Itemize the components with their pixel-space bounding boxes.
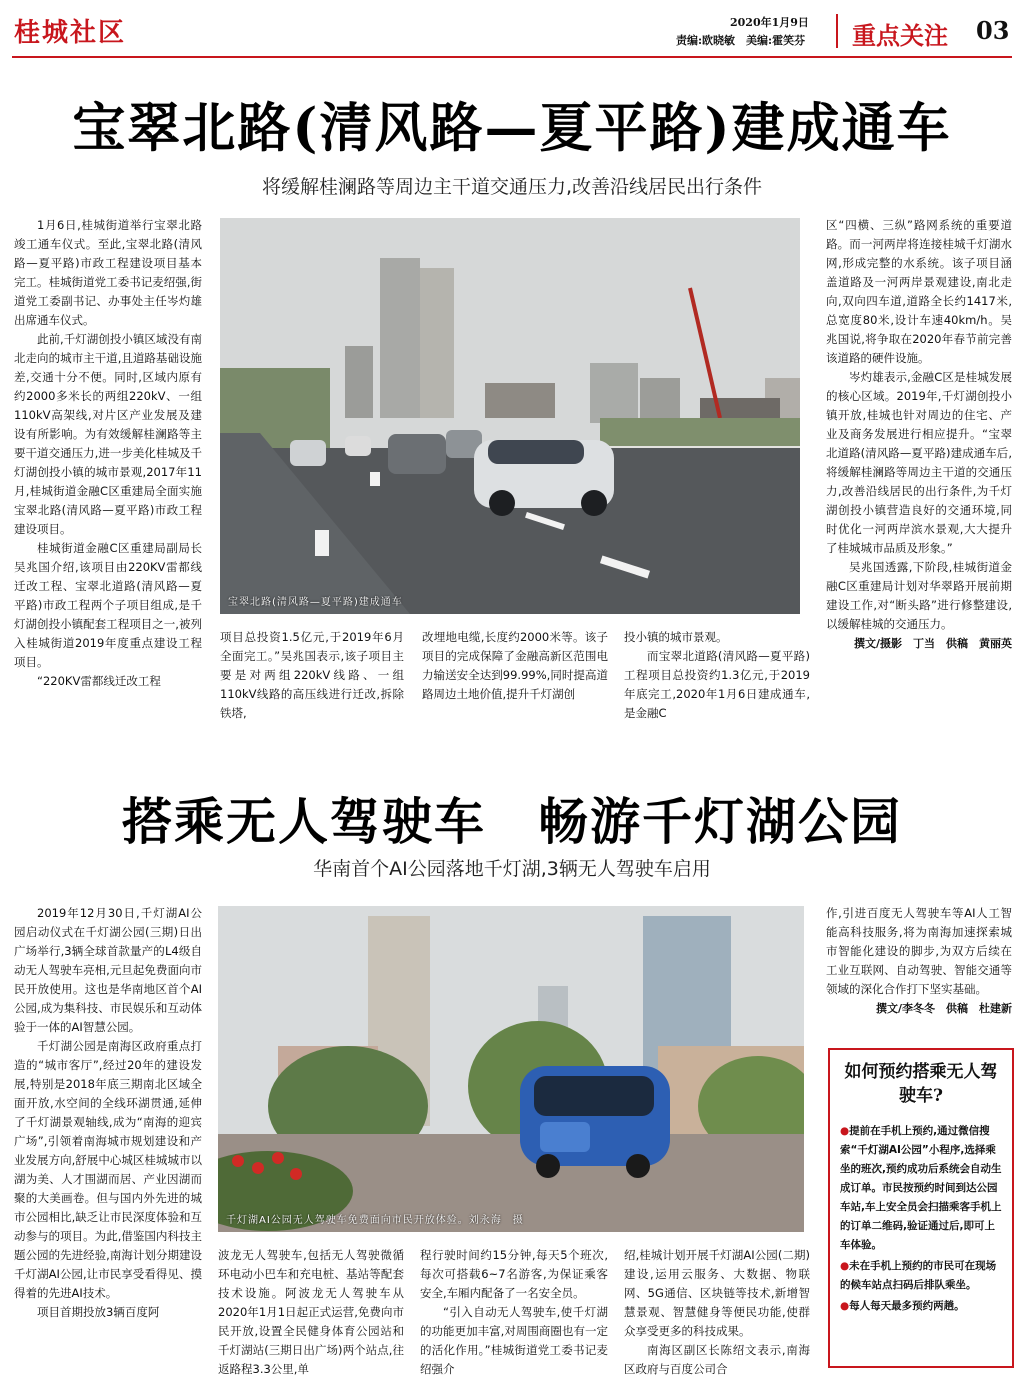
booking-info-box [828, 1048, 1014, 1368]
article1-subhead: 将缓解桂澜路等周边主干道交通压力,改善沿线居民出行条件 [261, 176, 763, 198]
article1-byline: 撰文/摄影 丁当 供稿 黄丽英 [853, 637, 1012, 650]
paragraph: 区“四横、三纵”路网系统的重要道路。而一河两岸将连接桂城千灯湖水网,形成完整的水系统。该子项目涵盖道路及一河两岸景观建设,南北走向,双向四车道,道路全长约1417米,总宽度80米,设计车速40km/h。吴兆国说,将争取在2020年春节前完善该道路的硬件设施。 [826, 218, 1012, 365]
paragraph: 投小镇的城市景观。 [624, 630, 728, 644]
paragraph: “引入自动无人驾驶车,使千灯湖的功能更加丰富,对周围商圈也有一定的活化作用。”桂城街道党工委书记麦绍强介 [420, 1305, 608, 1376]
editors-credit: 责编:欧晓敏 美编:霍笑芬 [676, 34, 806, 47]
booking-tip-text: 提前在手机上预约,通过微信搜索“千灯湖AI公园”小程序,选择乘坐的班次,预约成功后系统会自动生成订单。市民按预约时间到达公园车站,车上安全员会扫描乘客手机上的订单二维码,验证通过后,即可上车体验。 [840, 1125, 1002, 1251]
article1-photo [220, 218, 800, 614]
article1-headline: 宝翠北路(清风路—夏平路)建成通车 [72, 97, 952, 159]
masthead [0, 0, 1024, 60]
article2-column-2 [218, 1246, 404, 1379]
paragraph: 改埋地电缆,长度约2000米等。该子项目的完成保障了金融高新区范围电力输送安全达到99.99%,同时提高道路周边土地价值,提升千灯湖创 [422, 630, 608, 701]
article1-column-5 [826, 216, 1012, 716]
article2-photo [218, 906, 804, 1232]
paragraph: 千灯湖公园是南海区政府重点打造的“城市客厅”,经过20年的建设发展,特别是2018年底三期南北区域全面开放,水空间的全线环湖贯通,延伸了千灯湖景观轴线,成为“南海的迎宾广场”,引领着南海城市规划建设和产业发展方向,舒展中心城区桂城城市以湖为美、人才围湖而居、产业因湖而聚的大美画卷。但与国内外先进的城市公园相比,缺乏让市民深度体验和互动参与的项目。为此,借鉴国内科技主题公园的先进经验,南海计划分期建设千灯湖AI公园,让市民享受看得见、摸得着的先进AI技术。 [14, 1039, 202, 1300]
article1-photo-caption: 宝翠北路(清风路—夏平路)建成通车 [228, 597, 403, 608]
booking-tip [840, 1122, 1002, 1255]
paragraph: 1月6日,桂城街道举行宝翠北路竣工通车仪式。至此,宝翠北路(清风路—夏平路)市政工程建设项目基本完工。桂城街道党工委书记麦绍强,街道党工委副书记、办事处主任岑灼雄出席通车仪式。 [14, 218, 202, 327]
paragraph: “220KV雷都线迁改工程 [37, 674, 161, 688]
bullet-icon: ● [840, 1260, 850, 1272]
article2-headline: 搭乘无人驾驶车 畅游千灯湖公园 [122, 792, 902, 851]
paragraph: 此前,千灯湖创投小镇区域没有南北走向的城市主干道,且道路基础设施差,交通十分不便。同时,区域内原有约2000多米长的两组220kV、一组110kV高架线,对片区产业发展及建设有所影响。为有效缓解桂澜路等主要干道交通压力,进一步美化桂城及千灯湖创投小镇的城市景观,2017年11月,桂城街道金融C区重建局全面实施宝翠北路(清风路—夏平路)市政工程建设项目。 [14, 332, 202, 536]
paragraph: 项目总投资1.5亿元,于2019年6月全面完工。”吴兆国表示,该子项目主要是对两组220kV线路、一组110kV线路的高压线进行迁改,拆除铁塔, [220, 630, 404, 720]
booking-tip [840, 1257, 1002, 1295]
booking-info-title: 如何预约搭乘无人驾驶车? [844, 1062, 998, 1106]
road-photo-image [220, 218, 800, 614]
paragraph: 吴兆国透露,下阶段,桂城街道金融C区重建局计划对华翠路开展前期建设工作,对“断头路”进行修整建设,以缓解桂城的交通压力。 [826, 560, 1012, 631]
article2-subhead: 华南首个AI公园落地千灯湖,3辆无人驾驶车启用 [313, 858, 711, 880]
article2-column-3 [420, 1246, 608, 1379]
masthead-rule [12, 56, 1012, 58]
ai-park-photo-image [218, 906, 804, 1232]
paragraph: 南海区副区长陈绍文表示,南海区政府与百度公司合 [624, 1343, 810, 1376]
page-number: 03 [976, 16, 1010, 45]
bullet-icon: ● [840, 1300, 850, 1312]
section-name: 桂城社区 [14, 18, 127, 48]
paragraph: 作,引进百度无人驾驶车等AI人工智能高科技服务,将为南海加速探索城市智能化建设的脚步,为双方后续在工业互联网、自动驾驶、智能交通等领域的深化合作打下坚实基础。 [826, 906, 1012, 996]
article2-photo-caption: 千灯湖AI公园无人驾驶车免费面向市民开放体验。刘永海 摄 [226, 1215, 524, 1226]
article1-column-4 [624, 628, 810, 723]
paragraph: 而宝翠北道路(清风路—夏平路)工程项目总投资约1.3亿元,于2019年底完工,2020年1月6日建成通车,是金融C [624, 649, 810, 720]
article1-column-3 [422, 628, 608, 704]
paragraph: 项目首期投放3辆百度阿 [37, 1305, 160, 1319]
paragraph: 2019年12月30日,千灯湖AI公园启动仪式在千灯湖公园(三期)日出广场举行,3辆全球首款量产的L4级自动无人驾驶车亮相,元旦起免费面向市民开放使用。这也是华南地区首个AI公园,成为集科技、市民娱乐和互动体验于一体的AI智慧公园。 [14, 906, 202, 1034]
booking-tip-text: 每人每天最多预约两趟。 [849, 1300, 965, 1312]
bullet-icon: ● [840, 1125, 850, 1137]
article2-byline: 撰文/李冬冬 供稿 杜建新 [875, 1002, 1012, 1015]
paragraph: 绍,桂城计划开展千灯湖AI公园(二期)建设,运用云服务、大数据、物联网、5G通信、区块链等技术,新增智慧景观、智慧健身等便民功能,使群众享受更多的科技成果。 [624, 1248, 810, 1338]
article2-column-4 [624, 1246, 810, 1379]
paragraph: 程行驶时间约15分钟,每天5个班次,每次可搭载6~7名游客,为保证乘客安全,车厢内配备了一名安全员。 [420, 1248, 608, 1300]
issue-date: 2020年1月9日 [730, 16, 809, 29]
masthead-divider [836, 14, 838, 48]
article1-column-1 [14, 216, 202, 716]
booking-tip [840, 1297, 1002, 1316]
section-label: 重点关注 [852, 21, 948, 50]
article2-column-1 [14, 904, 202, 1384]
article2-column-5 [826, 904, 1012, 1018]
article1-column-2 [220, 628, 404, 723]
booking-tip-text: 未在手机上预约的市民可在现场的候车站点扫码后排队乘坐。 [840, 1260, 997, 1291]
paragraph: 桂城街道金融C区重建局副局长吴兆国介绍,该项目由220KV雷都线迁改工程、宝翠北道路(清风路—夏平路)市政工程两个子项目组成,是千灯湖创投小镇配套工程项目之一,被列入桂城街道2019年度重点建设工程项目。 [14, 541, 202, 669]
paragraph: 岑灼雄表示,金融C区是桂城发展的核心区域。2019年,千灯湖创投小镇开放,桂城也针对周边的住宅、产业及商务发展进行相应提升。“宝翠北道路(清风路—夏平路)建成通车后,将缓解桂澜路等周边主干道的交通压力,改善沿线居民的出行条件,为千灯湖创投小镇营造良好的交通环境,同时优化一河两岸滨水景观,大大提升了桂城城市品质及形象。” [826, 370, 1012, 555]
paragraph: 波龙无人驾驶车,包括无人驾驶微循环电动小巴车和充电桩、基站等配套技术设施。阿波龙无人驾驶车从2020年1月1日起正式运营,免费向市民开放,设置全民健身体育公园站和千灯湖站(三期日出广场)两个站点,往返路程3.3公里,单 [218, 1248, 404, 1376]
